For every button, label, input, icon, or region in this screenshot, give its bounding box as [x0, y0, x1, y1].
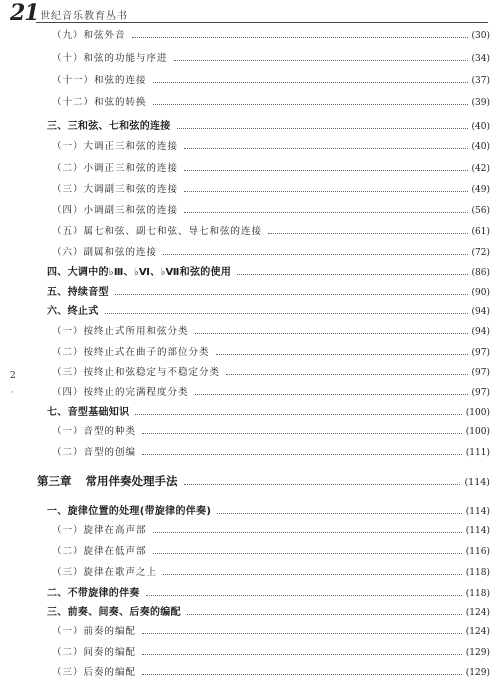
- dot-leader: [132, 37, 468, 38]
- dot-leader: [217, 513, 462, 514]
- dot-leader: [105, 313, 468, 314]
- toc-section-entry: [47, 584, 490, 599]
- toc-page-number: (114): [464, 477, 490, 488]
- dot-leader: [146, 595, 462, 596]
- toc-subsection-entry: [52, 94, 490, 108]
- dot-leader: [142, 654, 462, 655]
- toc-subsection-entry: [52, 543, 490, 557]
- dot-leader: [153, 553, 462, 554]
- toc-page-number: (72): [471, 248, 490, 258]
- toc-chapter-entry: [37, 473, 490, 489]
- toc-entry-title: 一、旋律位置的处理(带旋律的伴奏): [47, 506, 212, 517]
- toc-entry-title: （十一）和弦的连接: [52, 75, 147, 86]
- toc-subsection-entry: [52, 384, 490, 398]
- toc-page-number: (124): [465, 627, 490, 637]
- toc-entry-title: （五）属七和弦、副七和弦、导七和弦的连接: [52, 226, 263, 237]
- toc-entry-title: （四）按终止的完满程度分类: [52, 387, 189, 398]
- toc-entry-title: [37, 473, 178, 489]
- dot-leader: [177, 128, 468, 129]
- toc-entry-title: （十）和弦的功能与序进: [52, 53, 168, 64]
- toc-page-number: (90): [471, 288, 490, 298]
- toc-entry-title: （六）副属和弦的连接: [52, 247, 158, 258]
- dot-leader: [163, 574, 462, 575]
- series-name: 世纪音乐教育丛书: [40, 11, 128, 22]
- dot-leader: [195, 333, 468, 334]
- dot-leader: [195, 394, 468, 395]
- toc-page-number: (61): [471, 227, 490, 237]
- running-header: [0, 0, 500, 24]
- toc-entry-title: 七、音型基础知识: [47, 407, 130, 418]
- toc-entry-title: （九）和弦外音: [52, 30, 126, 41]
- toc-entry-title: （一）大调正三和弦的连接: [52, 141, 179, 152]
- dot-leader: [163, 254, 468, 255]
- toc-entry-title: 二、不带旋律的伴奏: [47, 588, 140, 599]
- toc-entry-title: （三）按终止和弦稳定与不稳定分类: [52, 367, 221, 378]
- toc-section-entry: [47, 502, 490, 517]
- toc-entry-title: 三、三和弦、七和弦的连接: [47, 121, 171, 132]
- toc-page-number: (56): [471, 206, 490, 216]
- toc-page-number: (118): [465, 589, 490, 599]
- toc-page-number: (40): [471, 142, 490, 152]
- toc-section-entry: [47, 302, 490, 317]
- toc-subsection-entry: [52, 223, 490, 237]
- page-number: 2: [10, 371, 16, 381]
- dot-leader: [115, 294, 468, 295]
- dot-leader: [184, 170, 468, 171]
- toc-subsection-entry: [52, 344, 490, 358]
- dot-leader: [184, 484, 461, 485]
- dot-leader: [142, 674, 462, 675]
- toc-entry-title: （二）按终止式在曲子的部位分类: [52, 347, 210, 358]
- toc-page-number: (42): [471, 164, 490, 174]
- toc-page-number: (116): [465, 547, 490, 557]
- toc-entry-title: （四）小调副三和弦的连接: [52, 205, 179, 216]
- toc-entry-title: （二）音型的创编: [52, 447, 137, 458]
- toc-entry-title: （三）后奏的编配: [52, 667, 137, 678]
- toc-page-number: (40): [471, 122, 490, 132]
- toc-page-number: (94): [471, 327, 490, 337]
- toc-entry-title: （二）间奏的编配: [52, 647, 137, 658]
- toc-subsection-entry: [52, 244, 490, 258]
- toc-page-number: (37): [471, 76, 490, 86]
- toc-subsection-entry: [52, 623, 490, 637]
- toc-subsection-entry: [52, 160, 490, 174]
- toc-page-number: (30): [471, 31, 490, 41]
- toc-page-number: (97): [471, 348, 490, 358]
- dot-leader: [153, 532, 462, 533]
- dot-leader: [135, 414, 461, 415]
- dot-leader: [153, 104, 468, 105]
- dot-leader: [142, 633, 462, 634]
- toc-section-entry: [47, 603, 490, 618]
- toc-subsection-entry: [52, 323, 490, 337]
- toc-entry-title: （三）大调副三和弦的连接: [52, 184, 179, 195]
- toc-entry-title: （一）前奏的编配: [52, 626, 137, 637]
- dot-leader: [184, 212, 468, 213]
- toc-section-entry: [47, 117, 490, 132]
- dot-leader: [184, 191, 468, 192]
- dot-leader: [153, 82, 468, 83]
- margin-mark: ·: [11, 388, 14, 398]
- toc-subsection-entry: [52, 644, 490, 658]
- toc-page-number: (100): [465, 427, 490, 437]
- toc-subsection-entry: [52, 444, 490, 458]
- toc-entry-title: （一）音型的种类: [52, 426, 137, 437]
- dot-leader: [216, 354, 468, 355]
- toc-section-entry: [47, 263, 490, 278]
- toc-page-number: (114): [465, 526, 490, 536]
- toc-entry-title: （十二）和弦的转换: [52, 97, 147, 108]
- dot-leader: [142, 433, 462, 434]
- toc-subsection-entry: [52, 50, 490, 64]
- toc-entry-title: 六、终止式: [47, 306, 99, 317]
- toc-subsection-entry: [52, 138, 490, 152]
- toc-page-number: (49): [471, 185, 490, 195]
- toc-subsection-entry: [52, 423, 490, 437]
- toc-entry-title: （二）小调正三和弦的连接: [52, 163, 179, 174]
- toc-page-number: (94): [471, 307, 490, 317]
- toc-page-number: (111): [465, 448, 490, 458]
- toc-section-entry: [47, 283, 490, 298]
- toc-subsection-entry: [52, 364, 490, 378]
- chapter-label: 第三章: [37, 474, 72, 488]
- dot-leader: [237, 274, 467, 275]
- header-rule: [36, 22, 488, 23]
- toc-page-number: (34): [471, 54, 490, 64]
- toc-page-number: (118): [465, 568, 490, 578]
- toc-page-number: (129): [465, 668, 490, 678]
- dot-leader: [226, 374, 468, 375]
- toc-page-number: (86): [471, 268, 490, 278]
- dot-leader: [174, 60, 468, 61]
- toc-subsection-entry: [52, 181, 490, 195]
- series-number: 21: [10, 0, 39, 26]
- dot-leader: [187, 614, 462, 615]
- chapter-title: 常用伴奏处理手法: [85, 474, 178, 488]
- dot-leader: [142, 454, 462, 455]
- toc-section-entry: [47, 403, 490, 418]
- toc-subsection-entry: [52, 202, 490, 216]
- toc-subsection-entry: [52, 27, 490, 41]
- toc-page-number: (114): [465, 507, 490, 517]
- dot-leader: [184, 148, 468, 149]
- toc-page-number: (124): [465, 608, 490, 618]
- toc-entry-title: （三）旋律在歌声之上: [52, 567, 158, 578]
- toc-entry-title: （二）旋律在低声部: [52, 546, 147, 557]
- toc-entry-title: （一）旋律在高声部: [52, 525, 147, 536]
- dot-leader: [268, 233, 468, 234]
- toc-subsection-entry: [52, 564, 490, 578]
- toc-page-number: (97): [471, 388, 490, 398]
- toc-entry-title: （一）按终止式所用和弦分类: [52, 326, 189, 337]
- toc-entry-title: 三、前奏、间奏、后奏的编配: [47, 607, 181, 618]
- toc-subsection-entry: [52, 664, 490, 678]
- toc-entry-title: 四、大调中的♭Ⅲ、♭Ⅵ、♭Ⅶ和弦的使用: [47, 267, 232, 278]
- toc-entry-title: 五、持续音型: [47, 287, 109, 298]
- toc-page-number: (129): [465, 648, 490, 658]
- toc-subsection-entry: [52, 72, 490, 86]
- toc-page-number: (97): [471, 368, 490, 378]
- toc-page-number: (100): [465, 408, 490, 418]
- toc-page-number: (39): [471, 98, 490, 108]
- toc-subsection-entry: [52, 522, 490, 536]
